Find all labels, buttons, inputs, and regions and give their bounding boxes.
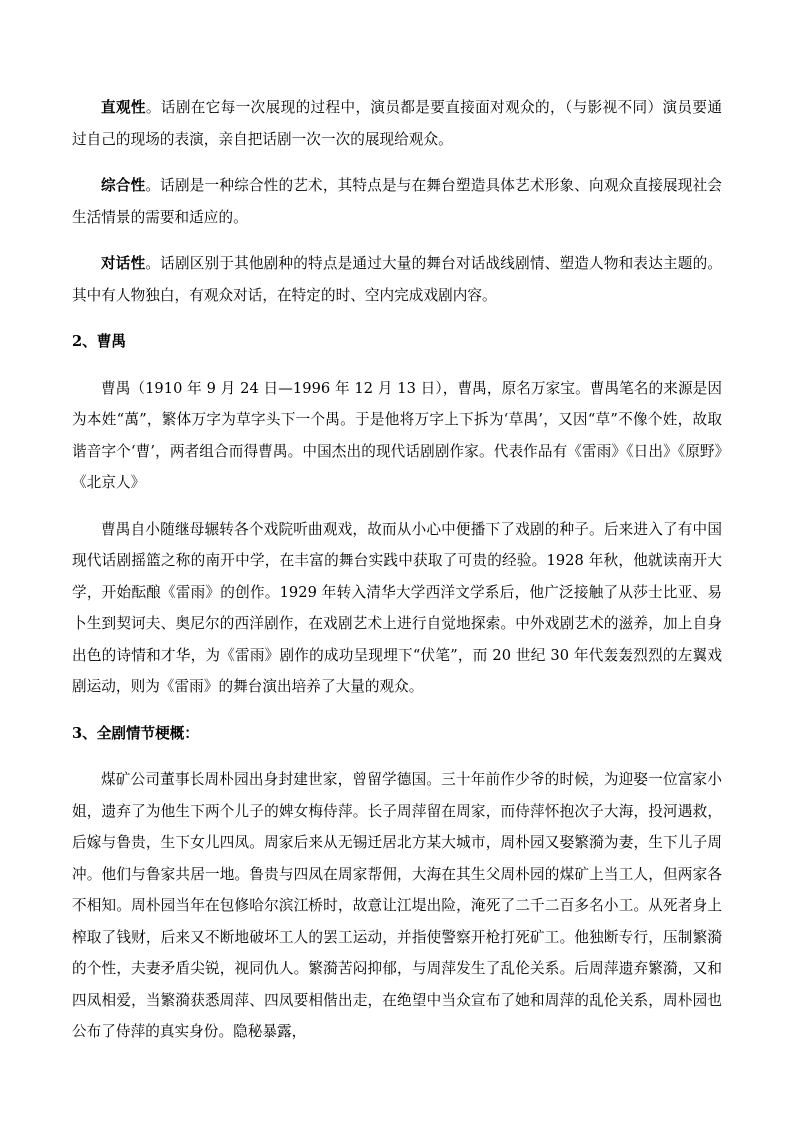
feature-term: 直观性 <box>101 99 146 116</box>
feature-term: 对话性 <box>101 255 146 272</box>
section-heading-plot-summary: 3、全剧情节梗概： <box>72 724 199 742</box>
feature-paragraph-dialogue <box>72 248 722 311</box>
feature-term: 综合性 <box>101 177 146 194</box>
section-heading-cao-yu: 2、曹禺 <box>72 333 126 350</box>
feature-text: 。话剧是一种综合性的艺术，其特点是与在舞台塑造具体艺术形象、向观众直接展现社会生活情景的需要和适应的。 <box>72 177 723 226</box>
feature-paragraph-comprehensiveness <box>72 170 722 233</box>
document-page <box>72 92 722 1063</box>
feature-paragraph-directness <box>72 92 722 155</box>
body-paragraph: 煤矿公司董事长周朴园出身封建世家，曾留学德国。三十年前作少爷的时候，为迎娶一位富家小姐，遗弃了为他生下两个儿子的婢女梅侍萍。长子周萍留在周家，而侍萍怀抱次子大海，投河遇救，后嫁与鲁贵，生下女儿四凤。周家后来从无锡迁居北方某大城市，周朴园又娶繁漪为妻，生下儿子周冲。他们与鲁家共居一地。鲁贵与四凤在周家帮佣，大海在其生父周朴园的煤矿上当工人，但两家各不相知。周朴园当年在包修哈尔滨江桥时，故意让江堤出险，淹死了二千二百多名小工。从死者身上榨取了钱财，后来又不断地破坏工人的罢工运动，并指使警察开枪打死矿工。他独断专行，压制繁漪的个性，夫妻矛盾尖锐，视同仇人。繁漪苦闷抑郁，与周萍发生了乱伦关系。后周萍遗弃繁漪，又和四凤相爱，当繁漪获悉周萍、四凤要相偕出走，在绝望中当众宣布了她和周萍的乱伦关系，周朴园也公布了侍萍的真实身份。隐秘暴露， <box>72 771 722 1040</box>
feature-text: 。话剧在它每一次展现的过程中，演员都是要直接面对观众的，（与影视不同）演员要通过自己的现场的表演，亲自把话剧一次一次的展现给观众。 <box>72 99 722 148</box>
body-paragraph: 曹禺（1910 年 9 月 24 日—1996 年 12 月 13 日），曹禺，原名万家宝。曹禺笔名的来源是因为本姓“萬”，繁体万字为草字头下一个禺。于是他将万字上下拆为‘草禺’，又因“草”不像个姓，故取谐音字个‘曹’，两者组合而得曹禺。中国杰出的现代话剧剧作家。代表作品有《雷雨》《日出》《原野》《北京人》 <box>72 379 722 491</box>
body-paragraph: 曹禺自小随继母辗转各个戏院听曲观戏，故而从小心中便播下了戏剧的种子。后来进入了有中国现代话剧摇篮之称的南开中学，在丰富的舞台实践中获取了可贵的经验。1928 年秋，他就读南开大学，开始酝酿《雷雨》的创作。1929 年转入清华大学西洋文学系后，他广泛接触了从莎士比亚、易卜生到契诃夫、奥尼尔的西洋剧作，在戏剧艺术上进行自觉地探索。中外戏剧艺术的滋养，加上自身出色的诗情和才华，为《雷雨》剧作的成功呈现埋下“伏笔”，而 20 世纪 30 年代轰轰烈烈的左翼戏剧运动，则为《雷雨》的舞台演出培养了大量的观众。 <box>72 520 722 695</box>
feature-text: 。话剧区别于其他剧种的特点是通过大量的舞台对话战线剧情、塑造人物和表达主题的。其中有人物独白，有观众对话，在特定的时、空内完成戏剧内容。 <box>72 255 723 304</box>
